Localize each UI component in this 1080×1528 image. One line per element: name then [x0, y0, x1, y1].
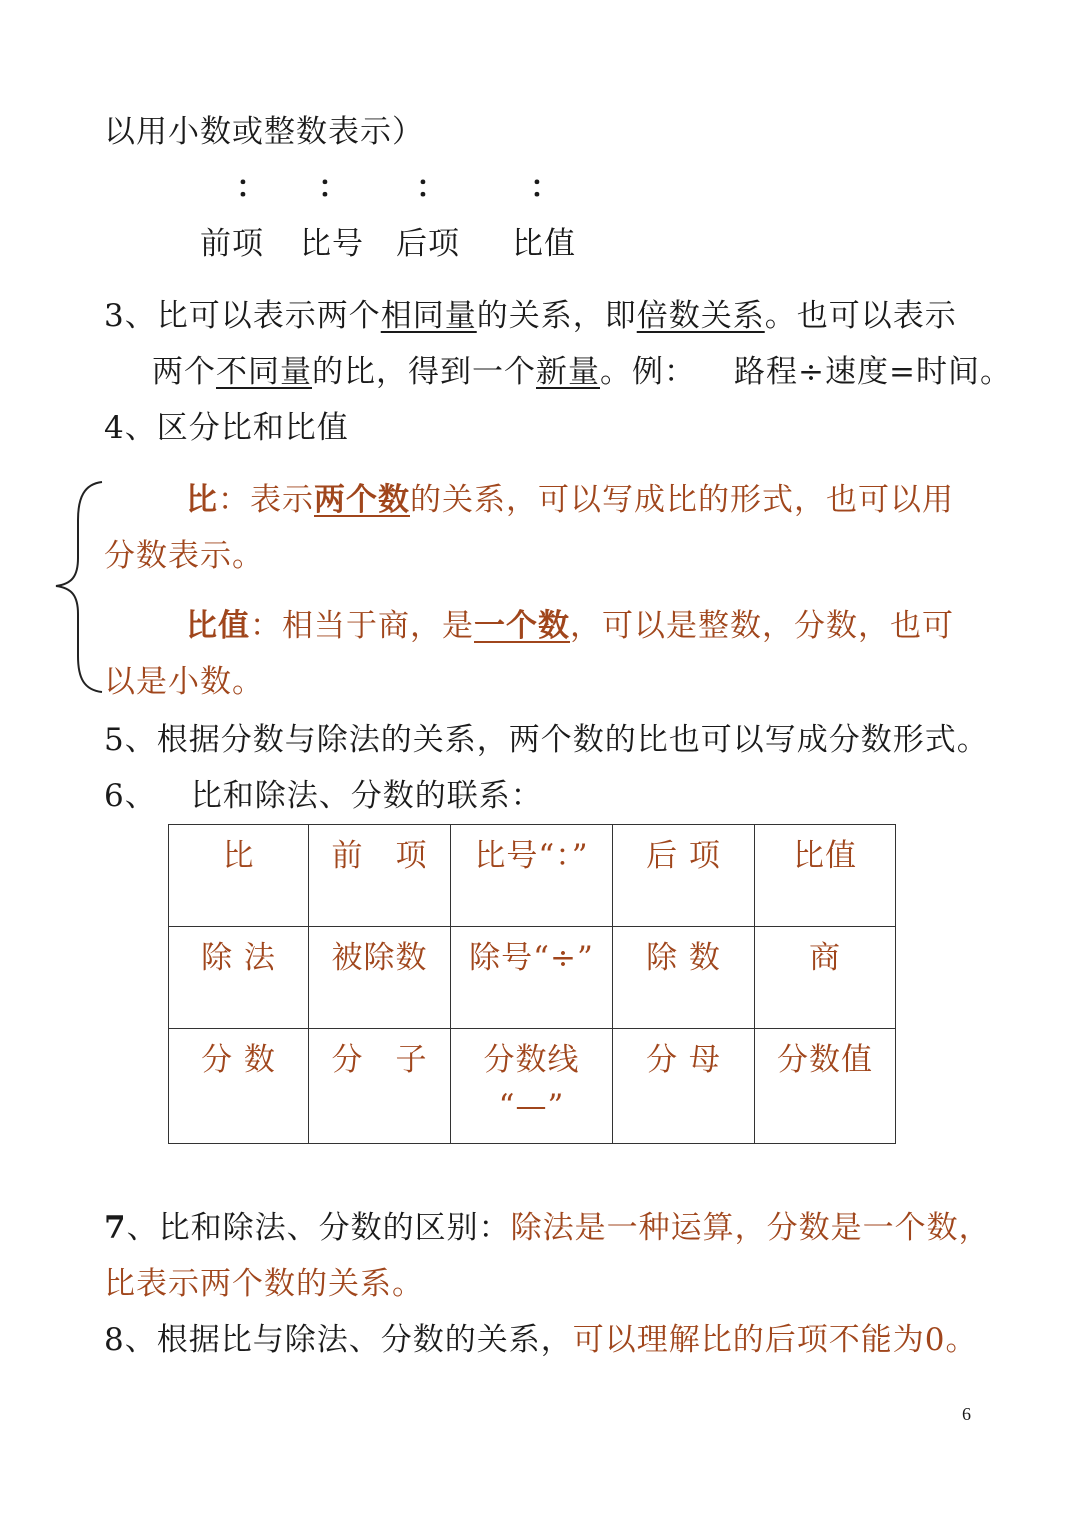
table-cell: 分 子	[309, 1029, 451, 1144]
table-cell: 比	[169, 825, 309, 927]
underline-two-numbers: 两个数	[314, 482, 410, 518]
relation-table	[168, 824, 896, 1144]
table-cell: 分 母	[613, 1029, 755, 1144]
page-number: 6	[962, 1404, 971, 1424]
item-6-heading: 6、 比和除法、分数的联系：	[104, 778, 543, 814]
label-front-term: 前项	[200, 226, 264, 262]
table-cell: 分 数	[169, 1029, 309, 1144]
underline-different-quantity: 不同量	[216, 354, 312, 390]
item-8: 8、根据比与除法、分数的关系，可以理解比的后项不能为0。	[104, 1322, 978, 1358]
table-row	[169, 927, 896, 1029]
table-cell: 除 数	[613, 927, 755, 1029]
item-4-heading: 4、区分比和比值	[104, 410, 349, 446]
item-5: 5、根据分数与除法的关系，两个数的比也可以写成分数形式。	[104, 722, 989, 758]
colon-value: ：	[530, 170, 560, 205]
underline-new-quantity: 新量	[536, 354, 600, 390]
ratio-definition-line-1: 比：表示两个数的关系，可以写成比的形式，也可以用	[186, 482, 954, 518]
underline-one-number: 一个数	[474, 608, 570, 644]
table-cell: 前 项	[309, 825, 451, 927]
curly-brace-icon	[52, 480, 112, 695]
table-cell: 商	[755, 927, 896, 1029]
ratio-definition-line-2: 分数表示。	[104, 538, 264, 574]
colon-back: ：	[416, 170, 446, 205]
colon-sign: ：	[318, 170, 348, 205]
underline-same-quantity: 相同量	[380, 298, 477, 334]
ratio-value-definition-line-1: 比值：相当于商，是一个数，可以是整数，分数，也可	[186, 608, 954, 644]
item-3-line-1: 3、比可以表示两个相同量的关系，即倍数关系。也可以表示	[104, 298, 957, 334]
item-3-line-2: 两个不同量的比，得到一个新量。例： 路程÷速度=时间。	[152, 354, 1012, 390]
table-cell: 除号“÷”	[451, 927, 613, 1029]
table-cell: 比值	[755, 825, 896, 927]
table-cell: 分数值	[755, 1029, 896, 1144]
label-ratio-sign: 比号	[300, 226, 364, 262]
table-cell: 后 项	[613, 825, 755, 927]
table-row	[169, 1029, 896, 1144]
ratio-value-definition-line-2: 以是小数。	[104, 664, 264, 700]
table-cell: 被除数	[309, 927, 451, 1029]
label-back-term: 后项	[396, 226, 460, 262]
label-ratio-value: 比值	[512, 226, 576, 262]
colon-front: ：	[236, 170, 266, 205]
table-cell: 除 法	[169, 927, 309, 1029]
intro-line: 以用小数或整数表示）	[104, 114, 424, 150]
item-7-line-1: 7、比和除法、分数的区别：除法是一种运算，分数是一个数，	[104, 1210, 991, 1246]
table-cell: 分数线 “—”	[451, 1029, 613, 1144]
underline-multiple-relation: 倍数关系	[636, 298, 765, 334]
item-7-line-2: 比表示两个数的关系。	[104, 1266, 424, 1302]
table-cell: 比号“：”	[451, 825, 613, 927]
table-row	[169, 825, 896, 927]
